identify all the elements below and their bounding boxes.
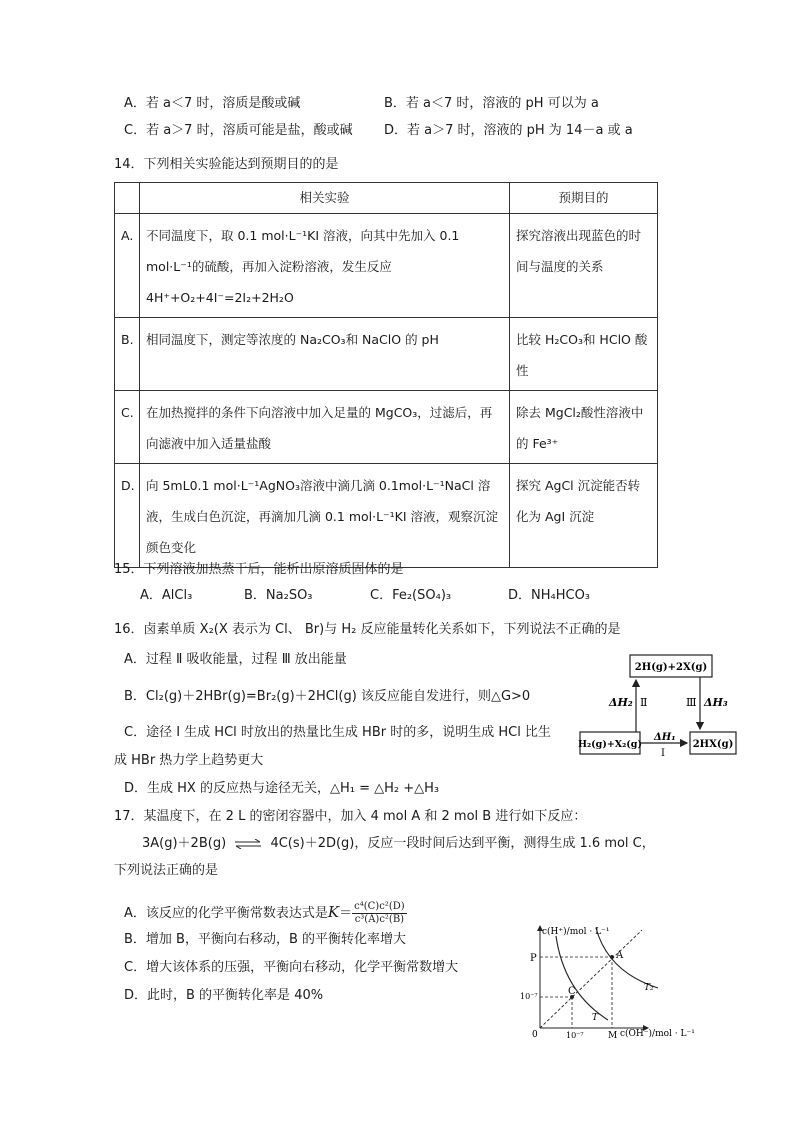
fraction-denominator: c³(A)c²(B) bbox=[354, 914, 405, 925]
q15-stem: 15．下列溶液加热蒸干后，能析出原溶质固体的是 bbox=[114, 562, 404, 577]
table-row bbox=[115, 214, 658, 318]
y-axis-label: c(H⁺)/mol · L⁻¹ bbox=[542, 927, 610, 937]
equals-sign: ＝ bbox=[339, 906, 353, 921]
x-axis-label: c(OH⁻)/mol · L⁻¹ bbox=[620, 1029, 695, 1039]
dh2-label: ΔH₂ bbox=[609, 696, 633, 709]
row-label: C. bbox=[115, 391, 140, 464]
label-t2: T₂ bbox=[644, 983, 654, 993]
label-m: M bbox=[608, 1031, 618, 1040]
table-header-experiment: 相关实验 bbox=[140, 183, 510, 214]
row-goal: 除去 MgCl₂酸性溶液中的 Fe³⁺ bbox=[510, 391, 658, 464]
q16-option-d: D．生成 HX 的反应热与途径无关，△H₁ = △H₂ +△H₃ bbox=[124, 781, 440, 796]
row-label: A. bbox=[115, 214, 140, 318]
origin-label: 0 bbox=[532, 1030, 538, 1040]
dh3-label: ΔH₃ bbox=[704, 696, 728, 709]
x-tick-label: 10⁻⁷ bbox=[566, 1031, 584, 1040]
q17-prompt: 下列说法正确的是 bbox=[114, 863, 219, 878]
row-goal: 探究溶液出现蓝色的时间与温度的关系 bbox=[510, 214, 658, 318]
table-header-row bbox=[115, 183, 658, 214]
energy-cycle-diagram bbox=[576, 652, 740, 760]
k-symbol: K bbox=[327, 903, 340, 921]
label-c: C bbox=[568, 986, 576, 997]
q13-option-b: B．若 a＜7 时，溶液的 pH 可以为 a bbox=[384, 96, 599, 111]
table-row bbox=[115, 391, 658, 464]
table-header-blank bbox=[115, 183, 140, 214]
q16-option-a: A．过程 Ⅱ 吸收能量，过程 Ⅲ 放出能量 bbox=[124, 652, 347, 667]
point-a-marker bbox=[610, 955, 614, 959]
row-experiment: 在加热搅拌的条件下向溶液中加入足量的 MgCO₃，过滤后，再向滤液中加入适量盐酸 bbox=[140, 391, 510, 464]
t1-curve bbox=[556, 936, 608, 1020]
row-experiment: 相同温度下，测定等浓度的 Na₂CO₃和 NaClO 的 pH bbox=[140, 318, 510, 391]
fraction-numerator: c⁴(C)c²(D) bbox=[354, 901, 405, 912]
q15-option-b: B．Na₂SO₃ bbox=[244, 588, 313, 603]
t2-curve bbox=[596, 928, 658, 988]
q15-option-d: D．NH₄HCO₃ bbox=[508, 588, 591, 603]
dh1-label: ΔH₁ bbox=[654, 732, 676, 743]
row-goal: 探究 AgCl 沉淀能否转化为 AgI 沉淀 bbox=[510, 464, 658, 568]
reactant-label: H₂(g)+X₂(g) bbox=[578, 739, 642, 750]
top-state-label: 2H(g)+2X(g) bbox=[634, 662, 708, 673]
row-label: D. bbox=[115, 464, 140, 568]
equation-products: 4C(s)＋2D(g)，反应一段时间后达到平衡，测得生成 1.6 mol C， bbox=[270, 836, 655, 851]
q14-table bbox=[114, 182, 658, 568]
q13-option-d: D．若 a＞7 时，溶液的 pH 为 14－a 或 a bbox=[384, 123, 633, 138]
table-row bbox=[115, 464, 658, 568]
equation-reactants: 3A(g)＋2B(g) bbox=[142, 836, 227, 851]
route-1-label: Ⅰ bbox=[661, 748, 665, 759]
table-row bbox=[115, 318, 658, 391]
row-label: B. bbox=[115, 318, 140, 391]
q16-stem: 16．卤素单质 X₂(X 表示为 Cl、 Br)与 H₂ 反应能量转化关系如下，下列说法不正确的是 bbox=[114, 622, 621, 637]
product-label: 2HX(g) bbox=[692, 739, 734, 750]
q15-option-a: A．AlCl₃ bbox=[140, 588, 193, 603]
q13-option-a: A．若 a＜7 时，溶质是酸或碱 bbox=[124, 96, 301, 111]
q17-option-d: D．此时，B 的平衡转化率是 40% bbox=[124, 988, 324, 1003]
row-goal: 比较 H₂CO₃和 HClO 酸性 bbox=[510, 318, 658, 391]
q16-option-c-line1: C．途径 I 生成 HCl 时放出的热量比生成 HBr 时的多，说明生成 HCl 比生 bbox=[124, 725, 551, 740]
row-experiment: 向 5mL0.1 mol·L⁻¹AgNO₃溶液中滴几滴 0.1mol·L⁻¹NaCl 溶液，生成白色沉淀，再滴加几滴 0.1 mol·L⁻¹KI 溶液，观察沉淀颜色变化 bbox=[140, 464, 510, 568]
q17-option-a bbox=[124, 896, 407, 928]
label-a: A bbox=[616, 950, 624, 961]
q13-option-c: C．若 a＞7 时，溶质可能是盐，酸或碱 bbox=[124, 123, 353, 138]
q14-stem: 14．下列相关实验能达到预期目的的是 bbox=[114, 157, 339, 172]
q17-option-c: C．增大该体系的压强，平衡向右移动，化学平衡常数增大 bbox=[124, 960, 459, 975]
route-2-label: Ⅱ bbox=[640, 696, 648, 709]
q16-option-b: B．Cl₂(g)＋2HBr(g)=Br₂(g)＋2HCl(g) 该反应能自发进行，则△G>0 bbox=[124, 689, 531, 704]
route-3-label: Ⅲ bbox=[686, 696, 697, 709]
equilibrium-arrow-icon bbox=[233, 839, 263, 849]
option-a-text: A．该反应的化学平衡常数表达式是 bbox=[124, 906, 328, 921]
label-t1: T bbox=[592, 1013, 599, 1023]
neutral-line bbox=[540, 930, 642, 1028]
equilibrium-constant-fraction bbox=[352, 901, 407, 926]
table-header-goal: 预期目的 bbox=[510, 183, 658, 214]
q17-equation bbox=[142, 835, 655, 853]
q17-option-b: B．增加 B，平衡向右移动，B 的平衡转化率增大 bbox=[124, 932, 407, 947]
label-p: P bbox=[530, 953, 537, 964]
row-experiment: 不同温度下，取 0.1 mol·L⁻¹KI 溶液，向其中先加入 0.1 mol·L⁻¹的硫酸，再加入淀粉溶液，发生反应 4H⁺+O₂+4I⁻=2I₂+2H₂O bbox=[140, 214, 510, 318]
y-tick-label: 10⁻⁷ bbox=[520, 992, 538, 1001]
water-ionization-graph bbox=[508, 920, 728, 1040]
q16-option-c-line2: 成 HBr 热力学上趋势更大 bbox=[114, 753, 264, 768]
q15-option-c: C．Fe₂(SO₄)₃ bbox=[370, 588, 452, 603]
q17-stem: 17．某温度下，在 2 L 的密闭容器中，加入 4 mol A 和 2 mol B 进行如下反应： bbox=[114, 809, 587, 824]
